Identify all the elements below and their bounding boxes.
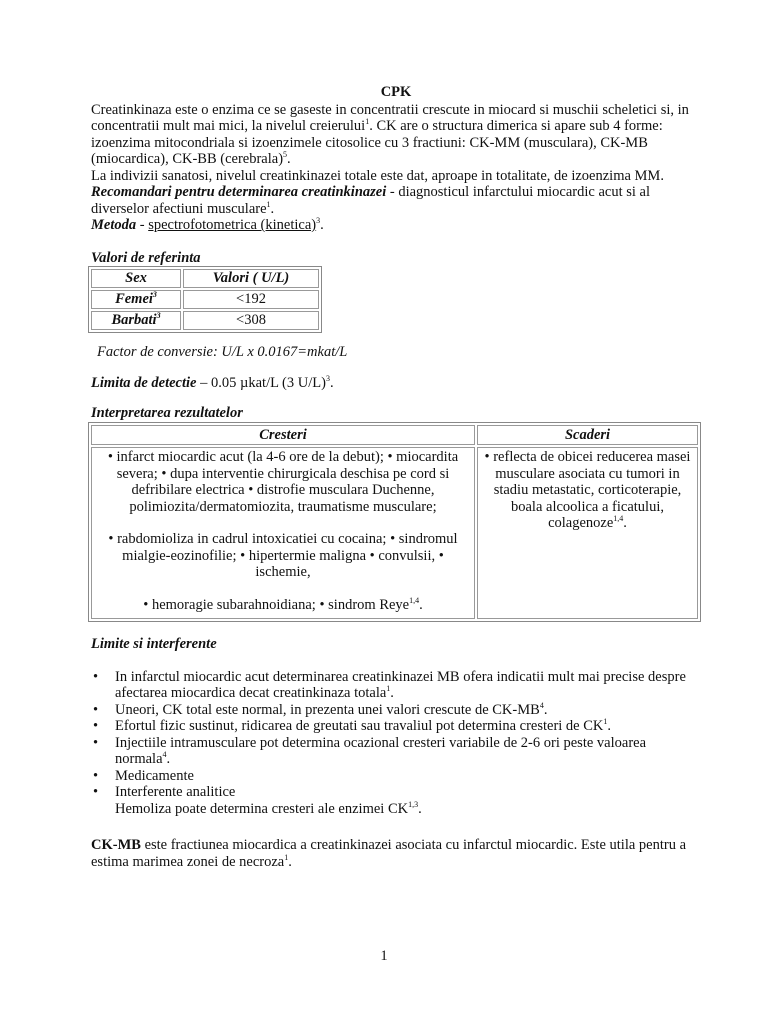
sex-cell: Femei$^3$ [91,290,181,309]
method-label: Metoda [91,217,137,233]
detection-limit-label: Limita de detectie [91,374,197,391]
decreases-cell: • reflecta de obicei reducerea masei musculare asociata cu tumori in stadiu metastatic, corticoterapie, boala alcoolica a ficatului, colagenoze$^{1,4}$. [477,447,698,619]
recommendations-text: - diagnosticul infarctului miocardic acut si al diverselor afectiuni musculare [91,184,650,217]
footnote-ref: 3 [325,373,330,383]
table-row [91,447,698,619]
method-paragraph [91,217,701,234]
punct: . [287,151,291,167]
punct: . [320,217,324,233]
dash: - [136,217,149,233]
recommendations-label: Recomandari pentru determinarea creatinkinazei [91,184,387,200]
interpretation-table [88,422,701,623]
col-sex-header: Sex [91,269,181,288]
ckmb-paragraph: CK-MB este fractiunea miocardica a creatinkinazei asociata cu infarctul miocardic. Este utila pentru a estima marimea zonei de necroza$^1$. [91,837,687,870]
hemolysis-note: Hemoliza poate determina cresteri ale enzimei CK [115,800,409,817]
decreases-header: Scaderi [477,425,698,446]
detection-limit [91,375,701,392]
list-item: • Interferente analitice Hemoliza poate determina cresteri ale enzimei CK$^{1,3}$. [115,784,701,817]
increases-header: Cresteri [91,425,475,446]
detection-limit-text: – 0.05 µkat/L (3 U/L) [196,374,326,391]
increases-text-a: • infarct miocardic acut (la 4-6 ore de la debut); • miocardita severa; • dupa interventie chirurgicala deschisa pe cord si defribilare electrica • distrofie musculara Duchenne, polimiozita/dermatomiozita, traumatisme musculare; [107,449,459,515]
footnote-ref: 3 [316,216,321,226]
table-row [91,290,319,309]
punct: . [270,200,275,217]
ckmb-label: CK-MB [91,837,141,853]
interpretation-heading: Interpretarea rezultatelor [91,405,243,421]
list-item: • Injectiile intramusculare pot determina ocazional cresteri variabile de 2-6 ori peste valoarea normala$^4$. [115,735,701,768]
value-cell: <308 [183,311,319,330]
document-page [91,84,701,870]
increases-text-c: • hemoragie subarahnoidiana; • sindrom Reye$^{1,4}$. [143,595,423,613]
recommendations-paragraph [91,184,701,217]
value-cell: <192 [183,290,319,309]
footnote-ref: 1 [266,199,271,209]
method-text: spectrofotometrica (kinetica) [148,217,317,233]
footnote-ref: 5 [283,150,288,160]
page-number: 1 [380,948,388,964]
table-row [91,311,319,330]
increases-cell [91,447,475,619]
col-values-header: Valori ( U/L) [183,269,319,288]
increases-text-b: • rabdomioliza in cadrul intoxicatiei cu cocaina; • sindromul mialgie-eozinofilie; • hipertermie maligna • convulsii, • ischemie, [108,531,458,580]
document-title: CPK [380,84,412,100]
intro-text: Creatinkinaza este o enzima ce se gaseste in concentratii crescute in miocard si muschii scheletici si, in concentratii mult mai mici, la nivelul creierului [91,101,689,134]
reference-heading: Valori de referinta [91,249,201,266]
sex-cell: Barbati$^3$ [91,311,181,330]
list-item: • In infarctul miocardic acut determinarea creatinkinazei MB ofera indicatii mult mai precise despre afectarea miocardica decat creatinkinaza totala$^1$. [115,669,701,702]
ckmb-text: este fractiunea miocardica a creatinkinazei asociata cu infarctul miocardic. Este utila pentru a estima marimea zonei de necroza [91,837,687,870]
reference-table [88,266,322,333]
punct: . [329,374,334,391]
intro-text-cont: . CK are o structura dimerica si apare sub 4 forme: izoenzima mitocondriala si izoenzimele citosolice cu 3 fractiuni: CK-MM (musculara), CK-MB (miocardica), CK-BB (cerebrala) [91,118,663,167]
list-item: • Efortul fizic sustinut, ridicarea de greutati sau travaliul pot determina cresteri de $CK^1$. [115,718,701,735]
list-item: • Uneori, CK total este normal, in prezenta unei valori crescute de $CK-MB^4$. [115,702,701,719]
footnote-ref: 1 [365,117,370,127]
list-item: • Medicamente [115,768,701,785]
healthy-paragraph: La indivizii sanatosi, nivelul creatinkinazei totale este dat, aproape in totalitate, de izoenzima MM. [91,167,664,184]
limits-list [91,669,701,818]
intro-paragraph [91,102,701,168]
conversion-factor: Factor de conversie: U/L x 0.0167=mkat/L [97,344,348,360]
limits-heading: Limite si interferente [91,636,217,652]
